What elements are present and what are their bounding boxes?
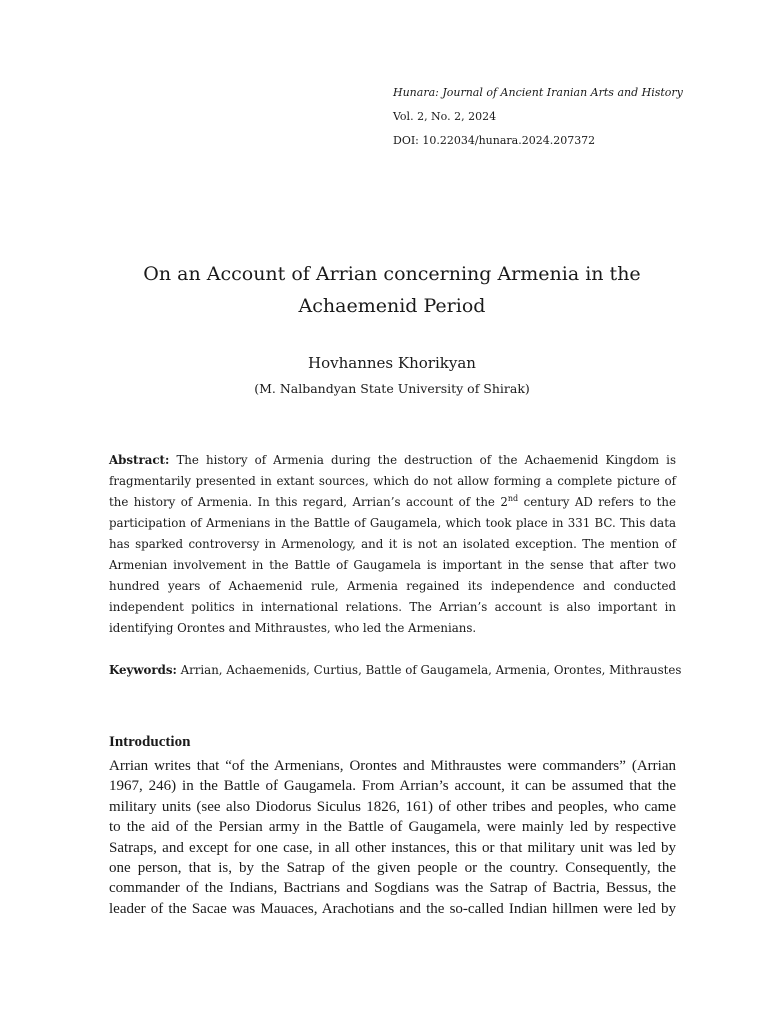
abstract-text-part-2: century AD refers to the participation of Armenians in the Battle of Gaugamela, which took place in 331 BC. This data has sparked controversy in Armenology, and it is not an isolated exception. The mention of Armenian involvement in the Battle of Gaugamela is important in the sense that after two hundred years of Achaemenid rule, Armenia regained its independence and conducted independent politics in international relations. The Arrian’s account is also important in identifying Orontes and Mithraustes, who led the Armenians. <box>109 495 676 635</box>
introduction-body <box>109 756 676 919</box>
author-affiliation: (M. Nalbandyan State University of Shirak) <box>254 381 530 396</box>
paper-title-line-1: On an Account of Arrian concerning Armenia in the <box>143 263 641 285</box>
journal-name: Hunara: Journal of Ancient Iranian Arts and History <box>393 86 683 99</box>
keywords-label: Keywords: <box>109 663 177 677</box>
body-line: leader of the Sacae was Mauaces, Arachotians and the so-called Indian hillmen were led by <box>109 900 676 917</box>
body-line: commander of the Indians, Bactrians and Sogdians was the Satrap of Bactria, Bessus, the <box>109 880 676 897</box>
abstract-superscript: nd <box>507 494 519 504</box>
paper-title-line-2: Achaemenid Period <box>298 295 486 317</box>
body-line: one person, that is, by the Satrap of the given people or the country. Consequently, the <box>109 860 676 877</box>
journal-header <box>393 86 683 158</box>
body-line: military units (see also Diodorus Siculus 1826, 161) of other tribes and peoples, who came <box>109 798 676 815</box>
journal-volume: Vol. 2, No. 2, 2024 <box>393 110 497 123</box>
body-line: Arrian writes that “of the Armenians, Orontes and Mithraustes were commanders” (Arrian <box>109 758 676 774</box>
keywords <box>109 660 699 681</box>
body-line: Satraps, and except for one case, in all other instances, this or that military unit was led by <box>109 839 676 856</box>
keywords-text: Arrian, Achaemenids, Curtius, Battle of Gaugamela, Armenia, Orontes, Mithraustes <box>180 663 682 677</box>
body-line: 1967, 246) in the Battle of Gaugamela. From Arrian’s account, it can be assumed that the <box>109 778 676 795</box>
journal-doi: DOI: 10.22034/hunara.2024.207372 <box>393 134 596 147</box>
author-name: Hovhannes Khorikyan <box>308 354 476 372</box>
abstract-label: Abstract: <box>109 453 170 467</box>
paper-title <box>90 258 694 322</box>
body-line: to the aid of the Persian army in the Battle of Gaugamela, were mainly led by respective <box>109 819 676 836</box>
section-heading-introduction: Introduction <box>109 734 191 750</box>
abstract <box>109 450 676 639</box>
abstract-text-part-1: The history of Armenia during the destruction of the Achaemenid Kingdom is fragmentarily presented in extant sources, which do not allow forming a complete picture of the history of Armenia. In this regard, Arrian’s account of the 2 <box>109 453 677 509</box>
